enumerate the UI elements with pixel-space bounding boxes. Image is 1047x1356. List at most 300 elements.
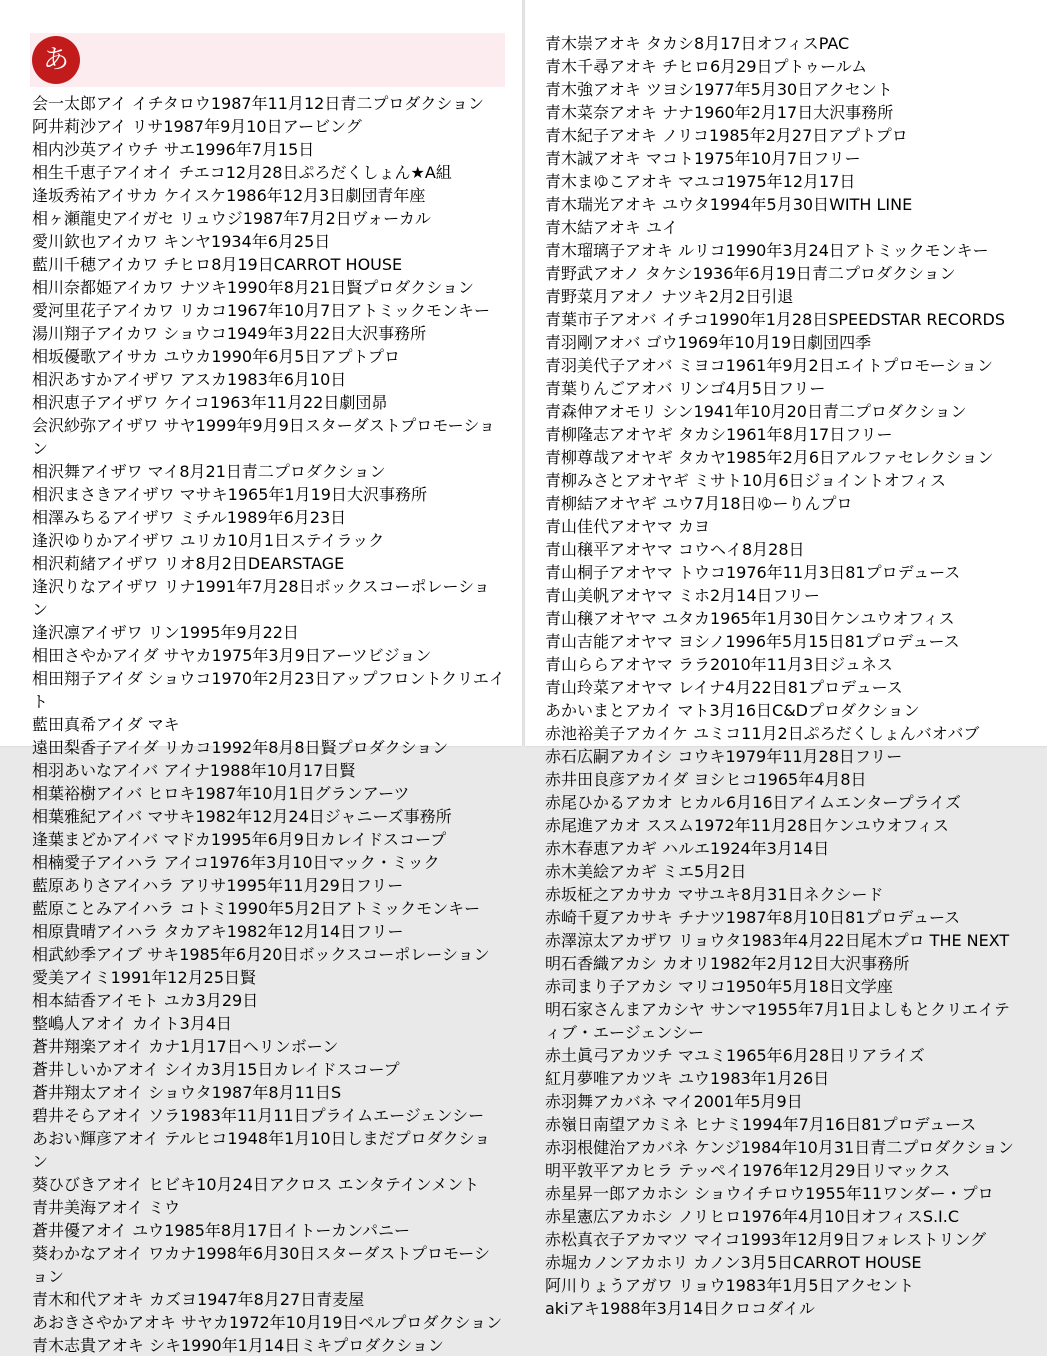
entry-name: 阿井莉沙 [32,117,97,136]
entry-birthdate: 1965年4月8日 [757,770,867,789]
entry-kana: アオヤギ ユウ [593,494,694,513]
entry-agency: イトーカンパニー [283,1221,410,1240]
entry-kana: アオキ チヒロ [609,57,710,76]
entry-birthdate: 1948年1月10日 [227,1129,347,1148]
entry-kana: アカマツ マイコ [625,1230,741,1249]
entry-row [32,229,505,252]
entry-birthdate: 10月1日 [227,531,291,550]
entry-row [32,482,505,505]
entry-agency: フリー [813,149,861,168]
entry-name: 青山玲菜 [545,678,610,697]
entry-kana: アオヤマ ララ [609,655,710,674]
entry-row [32,804,505,827]
entry-name: 青木菜奈 [545,103,610,122]
entry-row [32,114,505,137]
entry-agency: アトミックモンキー [346,301,490,320]
entry-kana: アイオイ チエコ [112,163,226,182]
entry-kana: アオイ ソラ [96,1106,181,1125]
entry-row [545,537,1020,560]
entry-agency: ペルプロダクション [358,1313,503,1332]
entry-agency: アプトプロ [828,126,908,145]
entry-kana: アオヤギ タカシ [609,425,726,444]
entry-birthdate: 1995年6月9日 [210,830,320,849]
entry-row [545,330,1020,353]
entry-name: 青木瑞光 [545,195,610,214]
entry-row [32,206,505,229]
entry-agency: ゆーりんプロ [756,494,853,513]
entry-kana: アオイ ミウ [96,1198,181,1217]
entry-row [545,1250,1020,1273]
entry-name: 明石家さんま [545,1000,642,1019]
entry-kana: アオキ ノリコ [609,126,709,145]
entry-name: 相田翔子 [32,669,97,688]
entry-name: 紅月夢唯 [545,1069,610,1088]
entry-row [545,905,1020,928]
entry-birthdate: 8月17日 [693,34,757,53]
entry-name: 青木崇 [545,34,594,53]
entry-kana: アカシ マリコ [625,977,726,996]
entry-agency: WITH LINE [829,195,913,214]
entry-name: 相沢莉緒 [32,554,97,573]
entry-birthdate: 8月19日 [211,255,274,274]
entry-agency: S [330,1083,342,1102]
entry-agency: 大沢事務所 [813,103,894,122]
entry-row [32,873,505,896]
entry-kana: アカバネ マイ [593,1092,694,1111]
entry-name: 青木瑠璃子 [545,241,626,260]
entry-agency: C&Dプロダクション [772,701,920,720]
entry-birthdate: 1976年3月10日 [209,853,329,872]
entry-agency: CARROT HOUSE [273,255,403,274]
entry-birthdate: 1955年7月1日 [757,1000,867,1019]
entry-birthdate: 1976年12月29日 [741,1161,872,1180]
entry-name: 碧井そら [32,1106,97,1125]
entry-kana: アカオ ススム [593,816,694,835]
entry-row [545,1204,1020,1227]
entry-name: 赤尾進 [545,816,594,835]
entry-birthdate: 1983年1月26日 [709,1069,830,1088]
entry-birthdate: 1976年11月3日 [725,563,846,582]
entry-birthdate: 1988年3月14日 [599,1299,720,1318]
entry-kana: アイザワ アスカ [112,370,228,389]
entry-row [32,850,505,873]
left-entry-list [32,91,505,1356]
entry-birthdate: 6月16日 [725,793,789,812]
entry-agency: フリー [845,425,893,444]
entry-name: 阿川りょう [545,1276,626,1295]
entry-agency: プトゥールム [772,57,868,76]
entry-name: 赤池裕美子 [545,724,626,743]
entry-birthdate: 1990年8月21日 [227,278,347,297]
entry-birthdate: 3月16日 [709,701,773,720]
entry-name: 青山穣平 [545,540,610,559]
entry-birthdate: 1991年7月28日 [195,577,315,596]
entry-birthdate: 1987年8月10日 [725,908,846,927]
entry-name: 青柳隆志 [545,425,610,444]
entry-agency: オフィスPAC [756,34,850,53]
entry-agency: リアライズ [845,1046,925,1065]
entry-name: 青木千尋 [545,57,610,76]
entry-birthdate: 3月4日 [179,1014,233,1033]
entry-agency: ステイラック [290,531,385,550]
entry-birthdate: 1999年9月9日 [195,416,305,435]
entry-birthdate: 1975年12月17日 [725,172,856,191]
entry-row [545,146,1020,169]
entry-kana: アイブ サキ [96,945,180,964]
entry-row [32,183,505,206]
entry-name: 赤井田良彦 [545,770,626,789]
entry-kana: アイザワ リナ [96,577,196,596]
entry-birthdate: 1月17日 [180,1037,243,1056]
entry-kana: アオノ ナツキ [609,287,709,306]
entry-agency: ジョイントオフィス [804,471,946,490]
entry-name: 相沢舞 [32,462,81,481]
entry-kana: アオキ マコト [593,149,694,168]
entry-name: 青木和代 [32,1290,97,1309]
entry-birthdate: 1998年6月30日 [196,1244,316,1263]
entry-row [32,1011,505,1034]
entry-row [32,781,505,804]
entry-row [32,390,505,413]
entry-birthdate: 1985年2月27日 [708,126,829,145]
entry-row [545,307,1020,330]
entry-kana: アカギ ミエ [609,862,694,881]
entry-agency: 81プロデュース [844,632,960,651]
entry-birthdate: 1995年11月29日 [226,876,356,895]
entry-agency: アルファセレクション [835,448,994,467]
entry-kana: アイウチ サエ [96,140,196,159]
entry-birthdate: 7月18日 [693,494,757,513]
entry-agency: ぷろだくしょんバオバブ [803,724,980,743]
entry-row [32,1126,505,1172]
entry-name: 湯川翔子 [32,324,97,343]
entry-row [32,827,505,850]
right-page [525,0,1047,1318]
entry-name: 会一太郎 [32,94,97,113]
entry-birthdate: 1965年1月19日 [227,485,347,504]
entry-agency: ぷろだくしょん★A組 [298,163,452,182]
entry-agency: 劇団青年座 [345,186,426,205]
entry-agency: 賢プロダクション [320,738,449,757]
entry-kana: アカオ ヒカル [625,793,726,812]
entry-row [32,965,505,988]
entry-kana: アオキ マユコ [625,172,726,191]
entry-birthdate: 1955年11 [805,1184,883,1203]
entry-row [32,1080,505,1103]
entry-name: 赤嶺日南望 [545,1115,626,1134]
entry-kana: アイダ サヤカ [112,646,212,665]
entry-agency: ジュネス [829,655,893,674]
entry-row [32,988,505,1011]
entry-kana: アイハラ アリサ [112,876,227,895]
entry-agency: フリー [355,876,404,895]
entry-name: 相沢恵子 [32,393,97,412]
entry-row [545,422,1020,445]
entry-agency: リマックス [871,1161,951,1180]
entry-agency: マック・ミック [328,853,440,872]
entry-birthdate: 1976年4月10日 [741,1207,861,1226]
entry-kana: アカツチ マユミ [609,1046,726,1065]
entry-row [32,735,505,758]
entry-row [545,1066,1020,1089]
entry-row [545,767,1020,790]
entry-kana: アオキ ツヨシ [593,80,694,99]
entry-agency: アクロス エンタテインメント [268,1175,480,1194]
entry-row [32,137,505,160]
entry-row [545,1181,1020,1204]
entry-kana: アオキ ナナ [609,103,694,122]
entry-birthdate: 1994年7月16日 [741,1115,862,1134]
entry-name: 蒼井優 [32,1221,81,1240]
entry-row [32,1218,505,1241]
entry-kana: アガワ リョウ [625,1276,726,1295]
entry-name: 赤羽舞 [545,1092,594,1111]
entry-kana: アイザワ ケイコ [96,393,210,412]
entry-row [545,1135,1020,1158]
entry-kana: アカバネ ケンジ [625,1138,741,1157]
entry-row [32,413,505,459]
entry-agency: 文学座 [844,977,893,996]
entry-name: あおい輝彦 [32,1129,113,1148]
entry-name: 相ヶ瀬龍史 [32,209,113,228]
right-entry-list [545,31,1020,1319]
entry-row [32,321,505,344]
entry-kana: アオキ サヤカ [128,1313,229,1332]
entry-row [32,666,505,712]
entry-row [545,491,1020,514]
entry-kana: アイ イチタロウ [96,94,211,113]
entry-agency: ネクシード [803,885,884,904]
entry-kana: アイザワ リン [80,623,180,642]
entry-birthdate: 6月29日 [709,57,773,76]
entry-name: 明石香織 [545,954,610,973]
entry-birthdate: 1965年6月28日 [725,1046,846,1065]
entry-agency: ミキプロダクション [300,1336,444,1355]
entry-birthdate: 1994年5月30日 [709,195,830,214]
entry-kana: アイバ マドカ [112,830,211,849]
entry-birthdate: 1988年10月17日 [209,761,340,780]
entry-birthdate: 1969年10月19日 [677,333,808,352]
entry-birthdate: 1985年6月20日 [179,945,299,964]
entry-kana: アオヤマ カヨ [609,517,710,536]
entry-birthdate: 1985年8月17日 [164,1221,284,1240]
entry-birthdate: 1975年3月9日 [211,646,321,665]
entry-kana: アイガセ リュウジ [112,209,243,228]
entry-name: 青山佳代 [545,517,610,536]
entry-row [32,896,505,919]
entry-kana: アオイ ユウ [80,1221,165,1240]
entry-name: 赤羽根健治 [545,1138,626,1157]
entry-agency: 賢 [339,761,356,780]
entry-name: 愛美 [32,968,65,987]
entry-name: 逢坂秀祐 [32,186,97,205]
entry-birthdate: 1979年11月28日 [725,747,855,766]
entry-kana: アカツキ ユウ [609,1069,710,1088]
entry-row [545,882,1020,905]
entry-birthdate: 2月14日 [709,586,773,605]
entry-name: 藍原ことみ [32,899,113,918]
entry-kana: アオバ ミヨコ [625,356,726,375]
entry-name: 青山桐子 [545,563,610,582]
entry-row [32,1241,505,1287]
entry-row [545,445,1020,468]
entry-agency: ケンユウオフィス [823,816,949,835]
entry-name: 相武紗季 [32,945,97,964]
entry-agency: アクセント [834,1276,915,1295]
entry-birthdate: 4月22日 [725,678,788,697]
entry-kana: アキ [568,1299,600,1318]
entry-agency: SPEEDSTAR RECORDS [828,310,1006,329]
entry-row [32,505,505,528]
entry-row [32,551,505,574]
entry-row [545,238,1020,261]
entry-name: 赤星憲広 [545,1207,610,1226]
entry-row [545,54,1020,77]
entry-name: 青木紀子 [545,126,610,145]
entry-birthdate: 1983年4月22日 [741,931,861,950]
entry-row [32,275,505,298]
entry-kana: アカホリ カノン [624,1253,741,1272]
entry-kana: アカホシ ノリヒロ [609,1207,742,1226]
entry-kana: アイサカ ユウカ [96,347,212,366]
entry-kana: アオイ カイト [80,1014,180,1033]
entry-name: 相内沙英 [32,140,97,159]
entry-birthdate: 8月28日 [741,540,805,559]
entry-birthdate: 1990年1月14日 [180,1336,301,1355]
entry-birthdate: 11月2日 [741,724,804,743]
entry-name: 葵わかな [32,1244,97,1263]
entry-agency: ボックスコーポレーション [298,945,490,964]
entry-row [32,298,505,321]
entry-agency: アービング [282,117,362,136]
entry-row [32,1195,505,1218]
entry-birthdate: 3月29日 [195,991,259,1010]
entry-row [545,215,1020,238]
entry-agency: ヘリンボーン [242,1037,339,1056]
entry-agency: ボックスコーポレーション [32,577,490,619]
entry-kana: アイダ マキ [96,715,180,734]
entry-row [545,261,1020,284]
entry-birthdate: 1983年1月5日 [725,1276,835,1295]
entry-birthdate: 1987年7月2日 [242,209,352,228]
entry-agency: ジャニーズ事務所 [324,807,452,826]
entry-row [32,574,505,620]
entry-birthdate: 1975年10月7日 [693,149,814,168]
entry-row [545,399,1020,422]
entry-birthdate: 1934年6月25日 [211,232,331,251]
entry-name: 青柳結 [545,494,594,513]
entry-agency: カレイドスコープ [273,1060,400,1079]
entry-kana: アオヤギ ミサト [625,471,742,490]
entry-row [32,643,505,666]
entry-birthdate: 1983年6月10日 [227,370,347,389]
entry-name: 逢葉まどか [32,830,113,849]
entry-row [32,712,505,735]
entry-agency: 大沢事務所 [829,954,910,973]
entry-birthdate: 1960年2月17日 [693,103,814,122]
entry-name: 赤崎千夏 [545,908,610,927]
entry-name: 青柳尊哉 [545,448,610,467]
entry-birthdate: 4月5日 [725,379,778,398]
entry-row [545,813,1020,836]
entry-agency: アクセント [813,80,893,99]
entry-name: 相葉雅紀 [32,807,97,826]
entry-kana: アイザワ ミチル [112,508,227,527]
entry-name: あおきさやか [32,1313,129,1332]
entry-birthdate: 8月2日 [195,554,248,573]
entry-birthdate: 1983年11月11日 [180,1106,310,1125]
entry-birthdate: 1990年3月24日 [725,241,845,260]
entry-kana: アカシヤ サンマ [641,1000,758,1019]
entry-row [545,514,1020,537]
entry-row [545,698,1020,721]
entry-agency: スターダストプロモーション [32,1244,490,1286]
entry-kana: アイサカ ケイスケ [96,186,227,205]
entry-row [32,91,505,114]
entry-agency: 81プロデュース [861,1115,977,1134]
entry-row [32,758,505,781]
entry-agency: 大沢事務所 [346,485,427,504]
entry-birthdate: 1990年6月5日 [211,347,321,366]
entry-name: 葵ひびき [32,1175,97,1194]
entry-birthdate: 2010年11月3日 [709,655,830,674]
entry-name: 赤澤涼太 [545,931,610,950]
section-header [30,33,505,87]
entry-row [32,1333,505,1356]
entry-birthdate: 1992年8月8日 [211,738,321,757]
entry-row [545,721,1020,744]
entry-name: 相原貴晴 [32,922,97,941]
entry-kana: アオモリ シン [593,402,694,421]
entry-birthdate: 8月31日 [740,885,804,904]
entry-kana: アイバ マサキ [96,807,196,826]
entry-kana: アイハラ タカアキ [96,922,227,941]
entry-kana: アイカワ ナツキ [112,278,228,297]
entry-agency: 81プロデュース [787,678,903,697]
entry-row [32,1310,505,1333]
entry-name: 赤木美絵 [545,862,610,881]
entry-agency: フリー [772,586,820,605]
entry-kana: アカヒラ テッペイ [609,1161,742,1180]
entry-birthdate: 10月6日 [741,471,805,490]
entry-row [545,928,1020,951]
entry-agency: 劇団四季 [807,333,872,352]
entry-name: 蒼井翔太 [32,1083,97,1102]
entry-birthdate: 1965年1月30日 [709,609,830,628]
entry-agency: 賢プロダクション [346,278,474,297]
entry-name: 青井美海 [32,1198,97,1217]
entry-name: 藍原ありさ [32,876,113,895]
entry-agency: 青二プロダクション [241,462,386,481]
entry-agency: フリー [778,379,826,398]
entry-kana: アイザワ サヤ [96,416,196,435]
entry-birthdate: 1984年10月31日 [740,1138,871,1157]
entry-name: 愛川欽也 [32,232,97,251]
entry-birthdate: 1967年10月7日 [227,301,347,320]
entry-name: 相川奈都姫 [32,278,113,297]
entry-kana: アカサカ マサユキ [609,885,741,904]
entry-birthdate: 1977年5月30日 [693,80,814,99]
entry-row [545,123,1020,146]
entry-row [545,169,1020,192]
entry-kana: アイハラ アイコ [96,853,210,872]
entry-kana: アオイ ショウタ [96,1083,212,1102]
entry-row [32,528,505,551]
entry-row [545,629,1020,652]
entry-birthdate: 1986年12月3日 [226,186,346,205]
entry-kana: アカホシ ショウイチロウ [625,1184,806,1203]
entry-name: 赤石広嗣 [545,747,610,766]
